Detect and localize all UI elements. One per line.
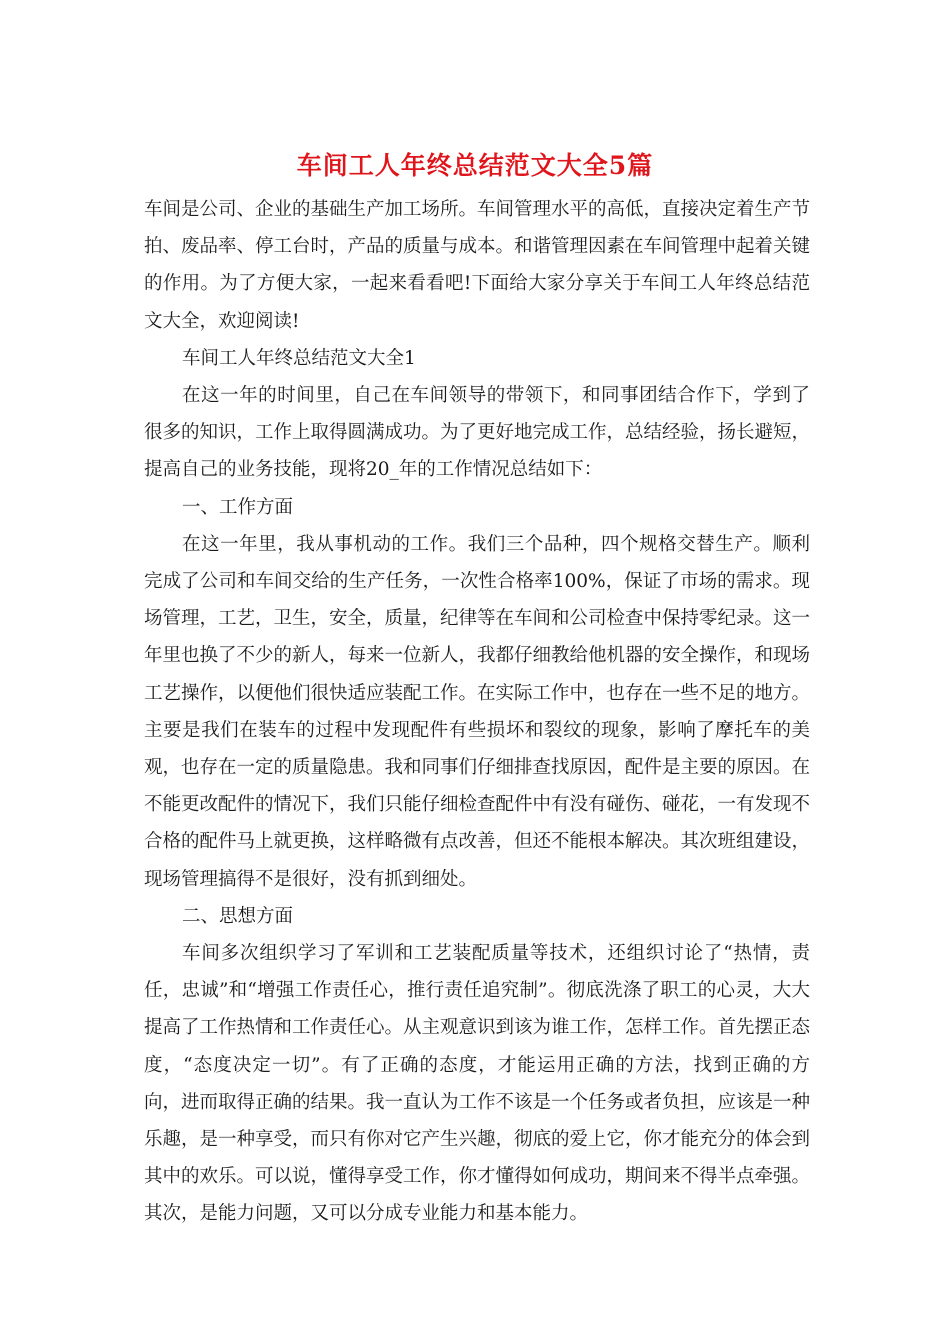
section-heading: 车间工人年终总结范文大全1 [182,347,416,369]
thought-heading: 二、思想方面 [182,905,294,927]
work-paragraph: 在这一年里，我从事机动的工作。我们三个品种，四个规格交替生产。顺利完成了公司和车间交给的生产任务，一次性合格率100%，保证了市场的需求。现场管理，工艺，卫生，安全，质量，纪律等在车间和公司检查中保持零纪录。这一年里也换了不少的新人，每来一位新人，我都仔细教给他机器的安全操作，和现场工艺操作，以便他们很快适应装配工作。在实际工作中，也存在一些不足的地方。主要是我们在装车的过程中发现配件有些损坏和裂纹的现象，影响了摩托车的美观，也存在一定的质量隐患。我和同事们仔细排查找原因，配件是主要的原因。在不能更改配件的情况下，我们只能仔细检查配件中有没有碰伤、碰花，一有发现不合格的配件马上就更换，这样略微有点改善，但还不能根本解决。其次班组建设，现场管理搞得不是很好，没有抓到细处。 [144,533,811,890]
document-body [144,191,810,1233]
document-title: 车间工人年终总结范文大全5篇 [296,151,654,180]
work-heading: 一、工作方面 [182,496,294,518]
thought-paragraph: 车间多次组织学习了军训和工艺装配质量等技术，还组织讨论了“热情，责任，忠诚”和“增强工作责任心，推行责任追究制”。彻底洗涤了职工的心灵，大大提高了工作热情和工作责任心。从主观意识到该为谁工作，怎样工作。首先摆正态度，“态度决定一切”。有了正确的态度，才能运用正确的方法，找到正确的方向，进而取得正确的结果。我一直认为工作不该是一个任务或者负担，应该是一种乐趣，是一种享受，而只有你对它产生兴趣，彻底的爱上它，你才能充分的体会到其中的欢乐。可以说，懂得享受工作，你才懂得如何成功，期间来不得半点牵强。其次，是能力问题，又可以分成专业能力和基本能力。 [144,943,811,1225]
intro-paragraph: 车间是公司、企业的基础生产加工场所。车间管理水平的高低，直接决定着生产节拍、废品率、停工台时，产品的质量与成本。和谐管理因素在车间管理中起着关键的作用。为了方便大家，一起来看看吧!下面给大家分享关于车间工人年终总结范文大全，欢迎阅读! [144,199,811,332]
section-intro-paragraph: 在这一年的时间里，自己在车间领导的带领下，和同事团结合作下，学到了很多的知识，工作上取得圆满成功。为了更好地完成工作，总结经验，扬长避短，提高自己的业务技能，现将20_年的工作情况总结如下： [144,385,811,481]
